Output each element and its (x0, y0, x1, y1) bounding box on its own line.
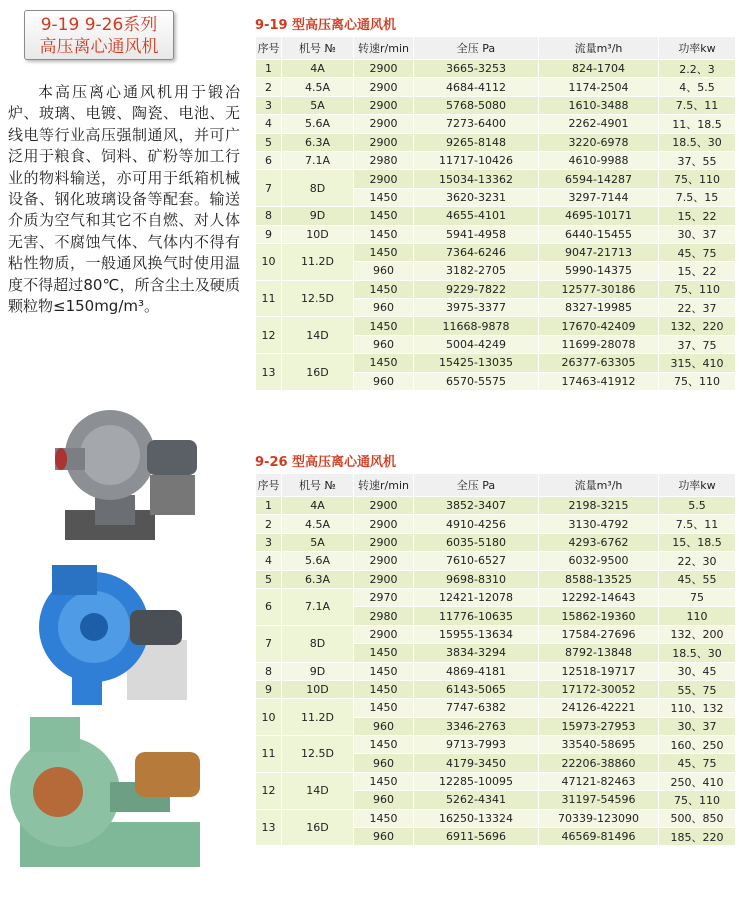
header-speed: 转速r/min (354, 474, 414, 497)
cell-flow: 3297-7144 (539, 188, 659, 206)
table-row (256, 115, 736, 133)
table-row (256, 680, 736, 698)
cell-power: 315、410 (659, 354, 736, 372)
cell-no: 4 (256, 552, 282, 570)
cell-power: 5.5 (659, 497, 736, 515)
cell-speed: 2900 (354, 625, 414, 643)
series-title-box (24, 10, 174, 60)
cell-pressure: 3975-3377 (414, 299, 539, 317)
cell-pressure: 5004-4249 (414, 335, 539, 353)
cell-flow: 1174-2504 (539, 78, 659, 96)
cell-flow: 12577-30186 (539, 280, 659, 298)
cell-flow: 70339-123090 (539, 809, 659, 827)
cell-flow: 4610-9988 (539, 151, 659, 169)
cell-no: 12 (256, 317, 282, 354)
cell-flow: 17670-42409 (539, 317, 659, 335)
cell-flow: 824-1704 (539, 60, 659, 78)
cell-speed: 2900 (354, 552, 414, 570)
cell-power: 30、37 (659, 717, 736, 735)
cell-model: 6.3A (282, 570, 354, 588)
table-header-row (256, 37, 736, 60)
cell-model: 5.6A (282, 552, 354, 570)
cell-pressure: 9265-8148 (414, 133, 539, 151)
table-9-26-title: 9-26 型高压离心通风机 (255, 455, 397, 470)
cell-model: 9D (282, 207, 354, 225)
table-row (256, 78, 736, 96)
cell-model: 9D (282, 662, 354, 680)
cell-pressure: 15034-13362 (414, 170, 539, 188)
cell-power: 75 (659, 588, 736, 606)
cell-speed: 2980 (354, 607, 414, 625)
cell-pressure: 6143-5065 (414, 680, 539, 698)
cell-model: 16D (282, 809, 354, 846)
cell-pressure: 16250-13324 (414, 809, 539, 827)
cell-power: 15、22 (659, 262, 736, 280)
cell-model: 12.5D (282, 736, 354, 773)
cell-flow: 8588-13525 (539, 570, 659, 588)
cell-flow: 8327-19985 (539, 299, 659, 317)
header-flow: 流量m³/h (539, 474, 659, 497)
cell-pressure: 4910-4256 (414, 515, 539, 533)
cell-speed: 2900 (354, 533, 414, 551)
cell-flow: 47121-82463 (539, 772, 659, 790)
cell-no: 2 (256, 78, 282, 96)
table-row (256, 354, 736, 372)
cell-no: 9 (256, 680, 282, 698)
cell-no: 3 (256, 96, 282, 114)
cell-no: 12 (256, 772, 282, 809)
cell-flow: 8792-13848 (539, 644, 659, 662)
cell-power: 45、75 (659, 243, 736, 261)
cell-speed: 2980 (354, 151, 414, 169)
table-header-row (256, 474, 736, 497)
cell-model: 4A (282, 497, 354, 515)
table-9-19 (255, 36, 736, 391)
cell-speed: 2900 (354, 170, 414, 188)
cell-pressure: 11776-10635 (414, 607, 539, 625)
cell-pressure: 9713-7993 (414, 736, 539, 754)
cell-no: 6 (256, 151, 282, 169)
cell-no: 4 (256, 115, 282, 133)
cell-no: 1 (256, 497, 282, 515)
cell-speed: 960 (354, 372, 414, 390)
cell-power: 7.5、15 (659, 188, 736, 206)
cell-power: 18.5、30 (659, 644, 736, 662)
cell-speed: 1450 (354, 680, 414, 698)
cell-power: 132、200 (659, 625, 736, 643)
cell-model: 4A (282, 60, 354, 78)
cell-speed: 1450 (354, 280, 414, 298)
cell-speed: 1450 (354, 736, 414, 754)
cell-model: 16D (282, 354, 354, 391)
cell-pressure: 3665-3253 (414, 60, 539, 78)
cell-speed: 1450 (354, 809, 414, 827)
cell-pressure: 12421-12078 (414, 588, 539, 606)
cell-pressure: 4179-3450 (414, 754, 539, 772)
cell-model: 5A (282, 533, 354, 551)
cell-flow: 22206-38860 (539, 754, 659, 772)
cell-no: 8 (256, 662, 282, 680)
cell-speed: 960 (354, 262, 414, 280)
cell-pressure: 3346-2763 (414, 717, 539, 735)
cell-model: 5A (282, 96, 354, 114)
cell-pressure: 3182-2705 (414, 262, 539, 280)
cell-speed: 960 (354, 335, 414, 353)
cell-flow: 15973-27953 (539, 717, 659, 735)
cell-power: 4、5.5 (659, 78, 736, 96)
cell-speed: 1450 (354, 662, 414, 680)
table-row (256, 772, 736, 790)
table-row (256, 515, 736, 533)
table-9-26-body (256, 497, 736, 846)
fan-image-blue (32, 565, 192, 710)
cell-pressure: 11717-10426 (414, 151, 539, 169)
table-row (256, 96, 736, 114)
cell-speed: 1450 (354, 699, 414, 717)
cell-pressure: 3852-3407 (414, 497, 539, 515)
cell-flow: 24126-42221 (539, 699, 659, 717)
cell-pressure: 3620-3231 (414, 188, 539, 206)
table-row (256, 570, 736, 588)
cell-flow: 3130-4792 (539, 515, 659, 533)
table-9-19-body (256, 60, 736, 391)
table-row (256, 552, 736, 570)
table-row (256, 736, 736, 754)
cell-no: 3 (256, 533, 282, 551)
cell-no: 13 (256, 354, 282, 391)
cell-flow: 4695-10171 (539, 207, 659, 225)
cell-power: 110 (659, 607, 736, 625)
cell-pressure: 9229-7822 (414, 280, 539, 298)
cell-speed: 2900 (354, 96, 414, 114)
table-row (256, 207, 736, 225)
cell-flow: 6032-9500 (539, 552, 659, 570)
header-model: 机号 № (282, 474, 354, 497)
left-panel (0, 0, 250, 906)
header-pressure: 全压 Pa (414, 474, 539, 497)
cell-power: 2.2、3 (659, 60, 736, 78)
cell-power: 55、75 (659, 680, 736, 698)
cell-power: 37、75 (659, 335, 736, 353)
cell-pressure: 9698-8310 (414, 570, 539, 588)
cell-flow: 2262-4901 (539, 115, 659, 133)
cell-power: 45、55 (659, 570, 736, 588)
table-row (256, 280, 736, 298)
cell-flow: 2198-3215 (539, 497, 659, 515)
cell-no: 5 (256, 133, 282, 151)
cell-model: 14D (282, 772, 354, 809)
cell-speed: 1450 (354, 354, 414, 372)
table-row (256, 151, 736, 169)
cell-speed: 2900 (354, 570, 414, 588)
cell-power: 250、410 (659, 772, 736, 790)
table-row (256, 699, 736, 717)
cell-no: 9 (256, 225, 282, 243)
cell-model: 7.1A (282, 151, 354, 169)
cell-pressure: 7747-6382 (414, 699, 539, 717)
cell-model: 11.2D (282, 699, 354, 736)
cell-model: 7.1A (282, 588, 354, 625)
cell-model: 8D (282, 170, 354, 207)
cell-no: 10 (256, 243, 282, 280)
table-row (256, 662, 736, 680)
cell-model: 5.6A (282, 115, 354, 133)
cell-no: 10 (256, 699, 282, 736)
cell-flow: 31197-54596 (539, 791, 659, 809)
cell-power: 18.5、30 (659, 133, 736, 151)
cell-flow: 17463-41912 (539, 372, 659, 390)
cell-pressure: 5941-4958 (414, 225, 539, 243)
cell-pressure: 11668-9878 (414, 317, 539, 335)
cell-pressure: 3834-3294 (414, 644, 539, 662)
cell-speed: 960 (354, 828, 414, 846)
cell-no: 7 (256, 625, 282, 662)
cell-power: 22、37 (659, 299, 736, 317)
table-row (256, 225, 736, 243)
header-pressure: 全压 Pa (414, 37, 539, 60)
cell-no: 2 (256, 515, 282, 533)
cell-flow: 4293-6762 (539, 533, 659, 551)
cell-pressure: 6911-5696 (414, 828, 539, 846)
cell-pressure: 5262-4341 (414, 791, 539, 809)
header-no: 序号 (256, 37, 282, 60)
cell-power: 15、18.5 (659, 533, 736, 551)
series-title-line2: 高压离心通风机 (39, 37, 159, 57)
cell-flow: 46569-81496 (539, 828, 659, 846)
cell-speed: 2900 (354, 133, 414, 151)
header-model: 机号 № (282, 37, 354, 60)
cell-power: 132、220 (659, 317, 736, 335)
cell-flow: 17584-27696 (539, 625, 659, 643)
cell-speed: 2900 (354, 115, 414, 133)
cell-model: 14D (282, 317, 354, 354)
cell-no: 11 (256, 280, 282, 317)
cell-speed: 1450 (354, 188, 414, 206)
cell-power: 30、45 (659, 662, 736, 680)
cell-pressure: 4869-4181 (414, 662, 539, 680)
cell-speed: 960 (354, 754, 414, 772)
cell-power: 75、110 (659, 791, 736, 809)
cell-flow: 17172-30052 (539, 680, 659, 698)
cell-flow: 9047-21713 (539, 243, 659, 261)
table-row (256, 317, 736, 335)
cell-no: 6 (256, 588, 282, 625)
cell-power: 45、75 (659, 754, 736, 772)
table-9-26 (255, 473, 736, 846)
cell-flow: 6440-15455 (539, 225, 659, 243)
cell-model: 4.5A (282, 78, 354, 96)
cell-power: 30、37 (659, 225, 736, 243)
cell-model: 8D (282, 625, 354, 662)
cell-no: 7 (256, 170, 282, 207)
cell-power: 500、850 (659, 809, 736, 827)
cell-power: 15、22 (659, 207, 736, 225)
cell-flow: 11699-28078 (539, 335, 659, 353)
table-row (256, 533, 736, 551)
cell-speed: 1450 (354, 243, 414, 261)
cell-power: 22、30 (659, 552, 736, 570)
cell-model: 12.5D (282, 280, 354, 317)
cell-model: 10D (282, 680, 354, 698)
cell-power: 160、250 (659, 736, 736, 754)
cell-speed: 960 (354, 717, 414, 735)
cell-speed: 2900 (354, 78, 414, 96)
cell-pressure: 12285-10095 (414, 772, 539, 790)
cell-power: 7.5、11 (659, 515, 736, 533)
header-no: 序号 (256, 474, 282, 497)
cell-speed: 2900 (354, 60, 414, 78)
cell-model: 4.5A (282, 515, 354, 533)
cell-speed: 2970 (354, 588, 414, 606)
cell-no: 8 (256, 207, 282, 225)
cell-pressure: 4684-4112 (414, 78, 539, 96)
series-title-line1: 9-19 9-26系列 (40, 15, 158, 35)
header-flow: 流量m³/h (539, 37, 659, 60)
cell-power: 110、132 (659, 699, 736, 717)
cell-speed: 1450 (354, 772, 414, 790)
table-row (256, 170, 736, 188)
cell-speed: 1450 (354, 317, 414, 335)
table-row (256, 243, 736, 261)
cell-flow: 15862-19360 (539, 607, 659, 625)
header-power: 功率kw (659, 37, 736, 60)
cell-no: 13 (256, 809, 282, 846)
cell-pressure: 7610-6527 (414, 552, 539, 570)
cell-power: 11、18.5 (659, 115, 736, 133)
product-description: 本高压离心通风机用于锻冶炉、玻璃、电镀、陶瓷、电池、无线电等行业高压强制通风，并可广泛用于粮食、饲料、矿粉等加工行业的物料输送，亦可用于纸箱机械设备、钢化玻璃设备等配套。输送介质为空气和其它不自燃、对人体无害、不腐蚀气体、气体内不得有粘性物质，一般通风换气时使用温度不得超过80℃，所含尘土及硬质颗粒物≤150mg/m³。 (8, 83, 240, 316)
cell-no: 1 (256, 60, 282, 78)
cell-speed: 1450 (354, 644, 414, 662)
cell-flow: 12518-19717 (539, 662, 659, 680)
cell-flow: 3220-6978 (539, 133, 659, 151)
fan-image-green (10, 712, 210, 872)
cell-pressure: 7364-6246 (414, 243, 539, 261)
cell-no: 5 (256, 570, 282, 588)
table-row (256, 625, 736, 643)
table-9-19-title: 9-19 型高压离心通风机 (255, 18, 397, 33)
cell-model: 11.2D (282, 243, 354, 280)
cell-pressure: 5768-5080 (414, 96, 539, 114)
cell-flow: 6594-14287 (539, 170, 659, 188)
header-power: 功率kw (659, 474, 736, 497)
cell-pressure: 7273-6400 (414, 115, 539, 133)
cell-flow: 5990-14375 (539, 262, 659, 280)
cell-power: 75、110 (659, 280, 736, 298)
cell-model: 10D (282, 225, 354, 243)
cell-power: 185、220 (659, 828, 736, 846)
cell-flow: 26377-63305 (539, 354, 659, 372)
cell-speed: 1450 (354, 225, 414, 243)
table-row (256, 588, 736, 606)
cell-model: 6.3A (282, 133, 354, 151)
cell-power: 7.5、11 (659, 96, 736, 114)
table-row (256, 809, 736, 827)
cell-pressure: 15425-13035 (414, 354, 539, 372)
table-9-19-section (255, 16, 735, 391)
table-9-26-section (255, 453, 735, 846)
table-row (256, 497, 736, 515)
cell-speed: 2900 (354, 515, 414, 533)
cell-speed: 960 (354, 791, 414, 809)
table-row (256, 60, 736, 78)
table-row (256, 133, 736, 151)
cell-flow: 12292-14643 (539, 588, 659, 606)
cell-power: 37、55 (659, 151, 736, 169)
cell-pressure: 4655-4101 (414, 207, 539, 225)
header-speed: 转速r/min (354, 37, 414, 60)
cell-power: 75、110 (659, 372, 736, 390)
cell-power: 75、110 (659, 170, 736, 188)
cell-pressure: 15955-13634 (414, 625, 539, 643)
cell-flow: 1610-3488 (539, 96, 659, 114)
cell-speed: 1450 (354, 207, 414, 225)
cell-pressure: 6570-5575 (414, 372, 539, 390)
fan-image-gray (55, 400, 205, 550)
cell-no: 11 (256, 736, 282, 773)
cell-speed: 2900 (354, 497, 414, 515)
cell-speed: 960 (354, 299, 414, 317)
cell-flow: 33540-58695 (539, 736, 659, 754)
cell-pressure: 6035-5180 (414, 533, 539, 551)
